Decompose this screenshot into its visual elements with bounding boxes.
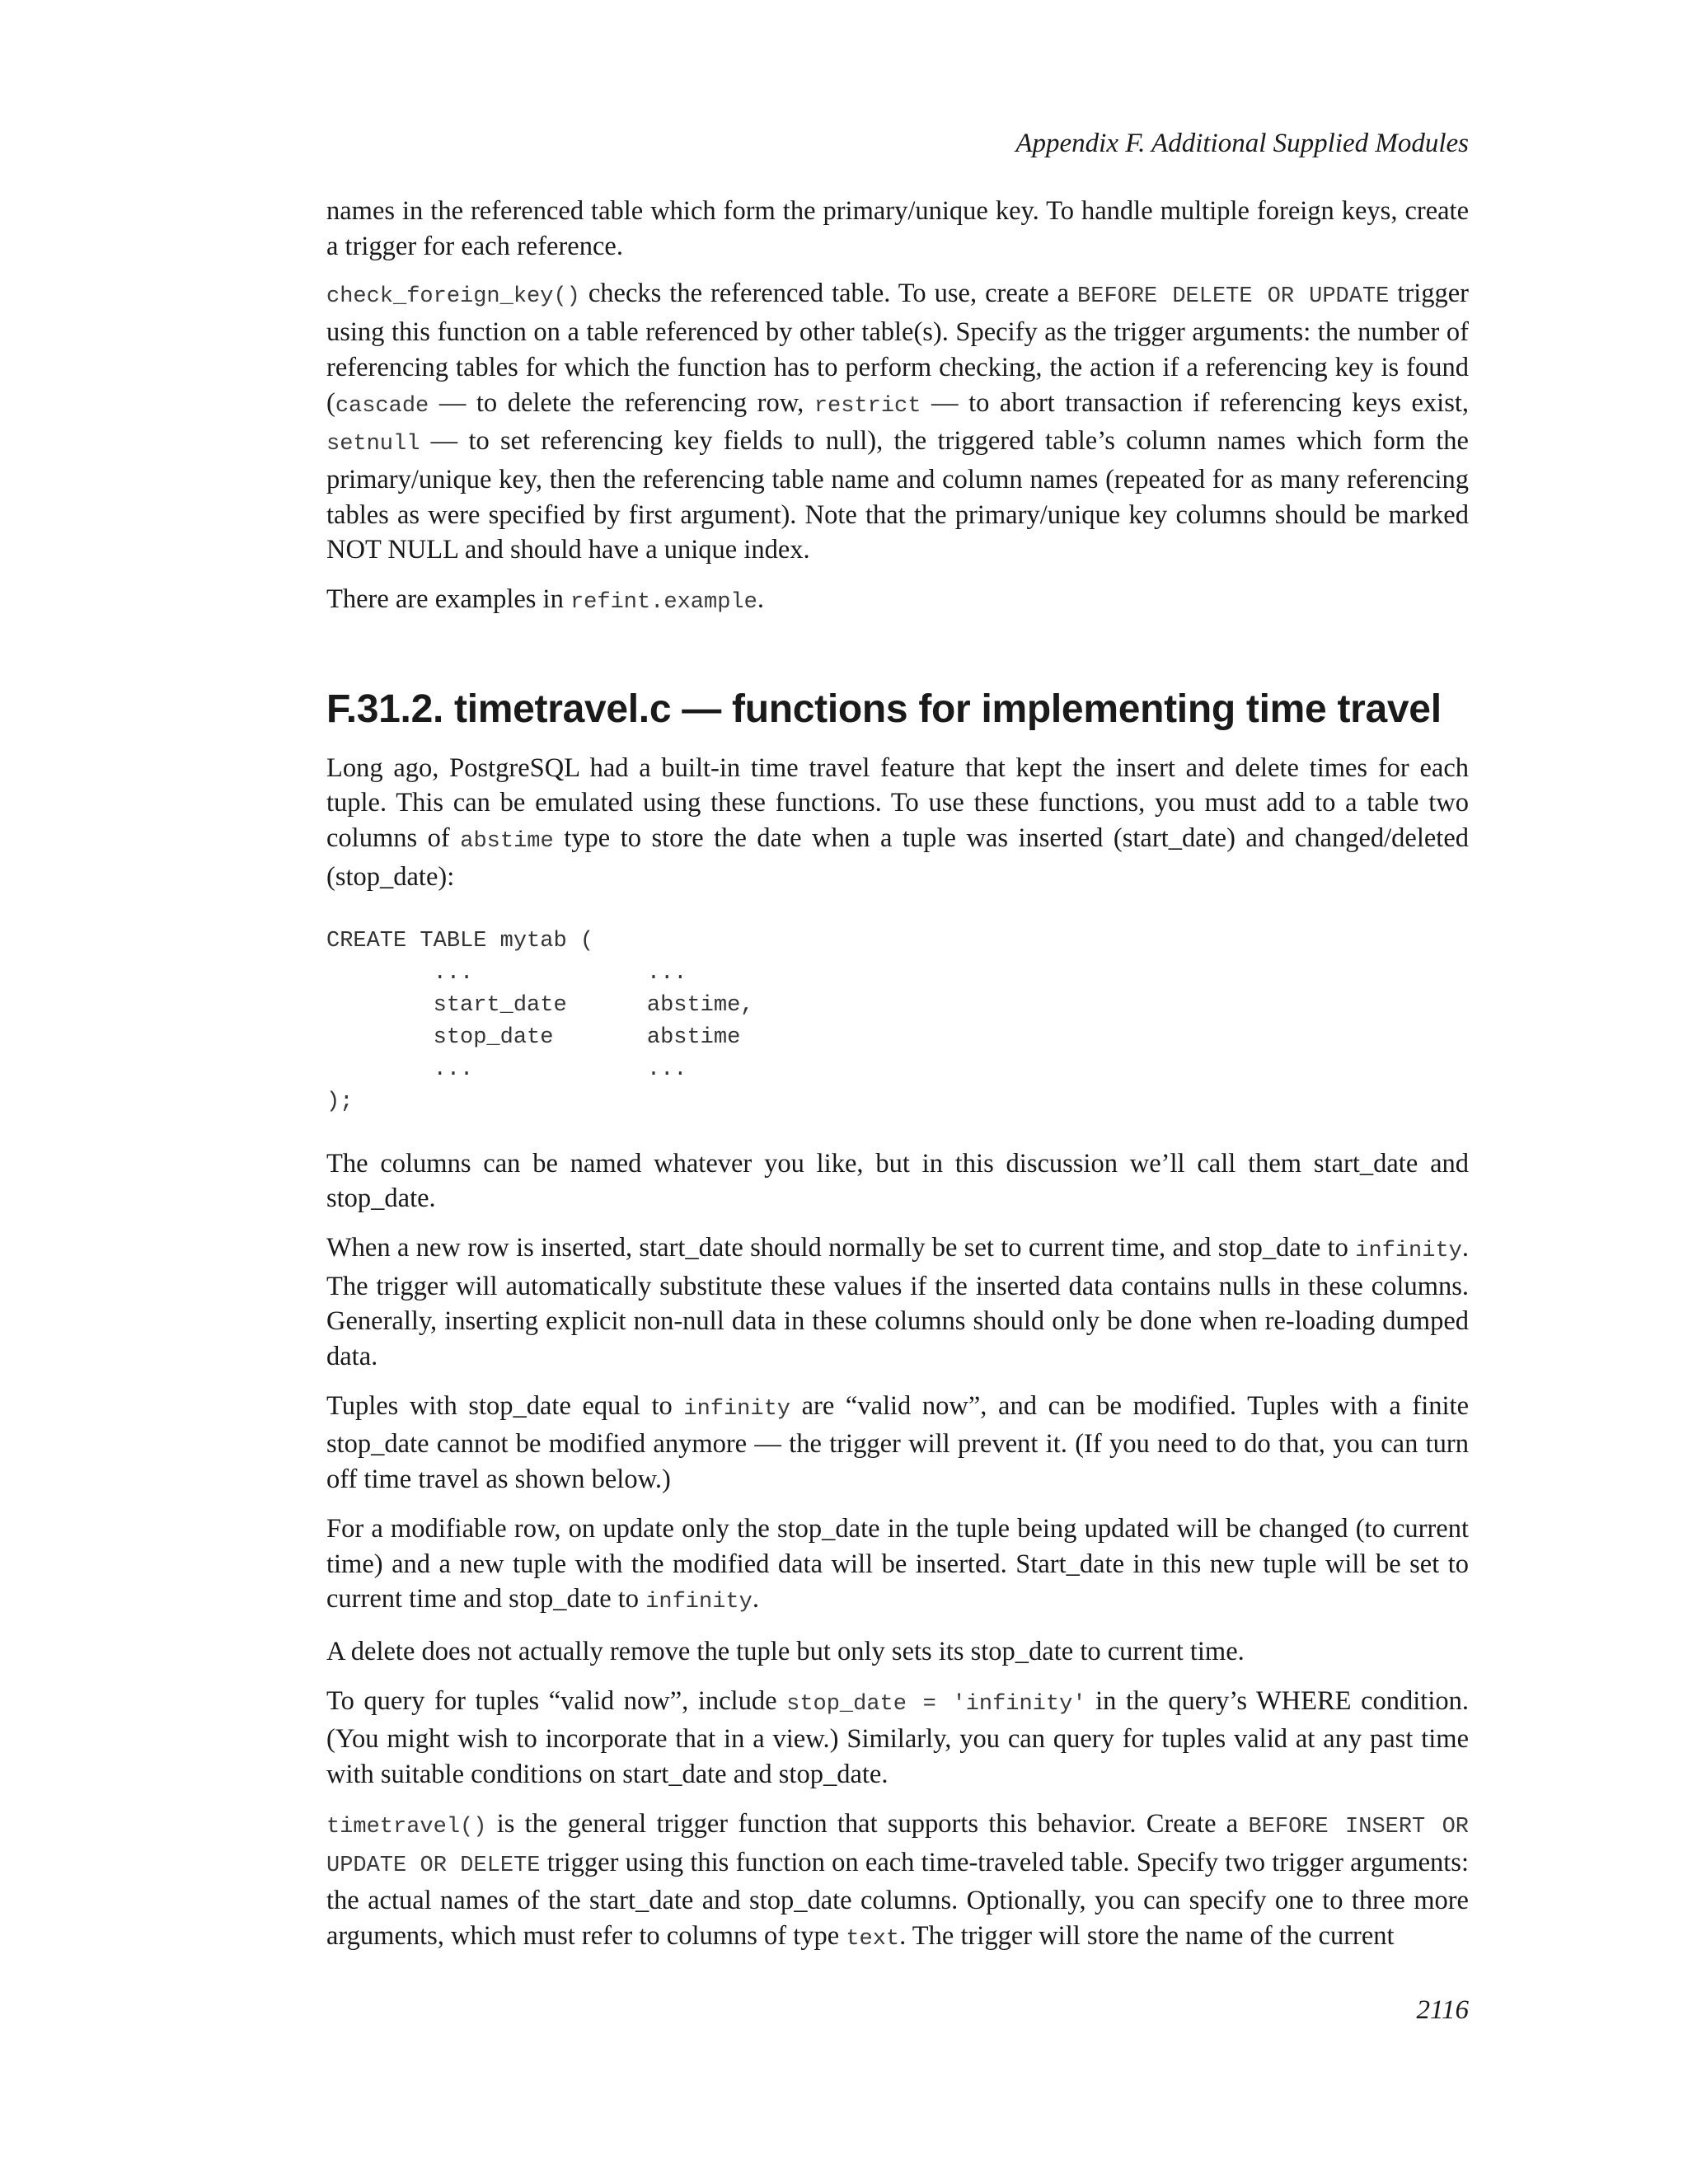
inline-code: text	[846, 1926, 900, 1952]
paragraph-examples	[326, 582, 1469, 621]
paragraph-timetravel-function	[326, 1807, 1469, 1957]
paragraph-text: . The trigger will automatically substitute these values if the inserted data contains nulls in these columns. Generally, inserting explicit non-null data in these columns should only be done when re-loading dumped data.	[326, 1232, 1469, 1372]
inline-code: BEFORE DELETE OR UPDATE	[1077, 284, 1390, 310]
paragraph-text: are “valid now”, and can be modified. Tuples with a finite stop_date cannot be modified anymore — the trigger will prevent it. (If you need to do that, you can turn off time travel as shown below.)	[326, 1390, 1470, 1495]
paragraph-text: — to delete the referencing row,	[429, 387, 814, 418]
paragraph-text: There are examples in	[326, 584, 570, 615]
inline-code: stop_date = 'infinity'	[786, 1691, 1086, 1717]
paragraph-text: trigger using this function on a table referenced by other table(s). Specify as the trigger arguments: the number of referencing tables for which the function has to perform checking, the action if a referencing key is found (	[326, 279, 1469, 418]
paragraph-time-travel-intro	[326, 751, 1469, 895]
paragraph-text: is the general trigger function that supports this behavior. Create a	[486, 1808, 1249, 1839]
paragraph-text: — to set referencing key fields to null), the triggered table’s column names which form the primary/unique key, then the referencing table name and column names (repeated for as many referencing tables as were specified by first argument). Note that the primary/unique key columns should be marked NOT NULL and should have a unique index.	[326, 426, 1469, 565]
paragraph-column-names: The columns can be named whatever you like, but in this discussion we’ll call them start_date and stop_date.	[326, 1148, 1469, 1214]
inline-code: check_foreign_key()	[326, 284, 580, 310]
paragraph-check-foreign-key	[326, 276, 1469, 568]
inline-code: infinity	[1355, 1238, 1462, 1263]
page-number: 2116	[1416, 1995, 1469, 2025]
paragraph-delete-behavior: A delete does not actually remove the tuple but only sets its stop_date to current time.	[326, 1636, 1245, 1666]
paragraph-foreign-keys: names in the referenced table which form the primary/unique key. To handle multiple foreign keys, create a trigger for each reference.	[326, 196, 1469, 261]
section-heading: F.31.2. timetravel.c — functions for implementing time travel	[326, 687, 1442, 731]
paragraph-text: in the query’s WHERE condition. (You might wish to incorporate that in a view.) Similarly, you can query for tuples valid at any past time with suitable conditions on start_date and stop_date.	[326, 1685, 1469, 1790]
inline-code: infinity	[645, 1590, 753, 1615]
paragraph-text: checks the referenced table. To use, create a	[579, 279, 1078, 309]
code-block-create-table: CREATE TABLE mytab ( ... ... start_date abstime, stop_date abstime ... ... );	[326, 928, 754, 1114]
paragraph-text: trigger using this function on each time-traveled table. Specify two trigger arguments: the actual names of the start_date and stop_date columns. Optionally, you can specify one to three more arguments, which must refer to columns of type	[326, 1847, 1469, 1951]
inline-code: setnull	[326, 432, 420, 457]
inline-code: infinity	[683, 1396, 790, 1422]
paragraph-text: Long ago, PostgreSQL had a built-in time travel feature that kept the insert and delete times for each tuple. This can be emulated using these functions. To use these functions, you must add to a table two columns of	[326, 752, 1469, 854]
paragraph-text: .	[757, 584, 764, 615]
paragraph-text: Tuples with stop_date equal to	[326, 1390, 684, 1421]
paragraph-update-behavior	[326, 1511, 1469, 1620]
paragraph-valid-now	[326, 1389, 1469, 1497]
inline-code: timetravel()	[326, 1814, 487, 1840]
paragraph-insert-behavior	[326, 1230, 1469, 1375]
inline-code: BEFORE INSERT OR UPDATE OR DELETE	[326, 1814, 1469, 1878]
inline-code: abstime	[460, 829, 554, 855]
page-content	[326, 194, 1469, 1971]
inline-code: refint.example	[570, 590, 757, 616]
running-header: Appendix F. Additional Supplied Modules	[1015, 129, 1469, 158]
paragraph-text: To query for tuples “valid now”, include	[326, 1685, 787, 1716]
paragraph-text: For a modifiable row, on update only the stop_date in the tuple being updated will be changed (to current time) and a new tuple with the modified data will be inserted. Start_date in this new tuple will be set to current time and stop_date to	[326, 1513, 1469, 1615]
inline-code: cascade	[335, 393, 429, 419]
paragraph-text: .	[752, 1584, 759, 1615]
inline-code: restrict	[814, 393, 921, 419]
paragraph-text: — to abort transaction if referencing keys exist,	[921, 387, 1470, 418]
paragraph-text: When a new row is inserted, start_date should normally be set to current time, and stop_date to	[326, 1232, 1356, 1263]
paragraph-query-valid-now	[326, 1684, 1469, 1793]
paragraph-text: . The trigger will store the name of the current	[899, 1920, 1395, 1951]
paragraph-text: type to store the date when a tuple was inserted (start_date) and changed/deleted (stop_date):	[326, 823, 1470, 892]
